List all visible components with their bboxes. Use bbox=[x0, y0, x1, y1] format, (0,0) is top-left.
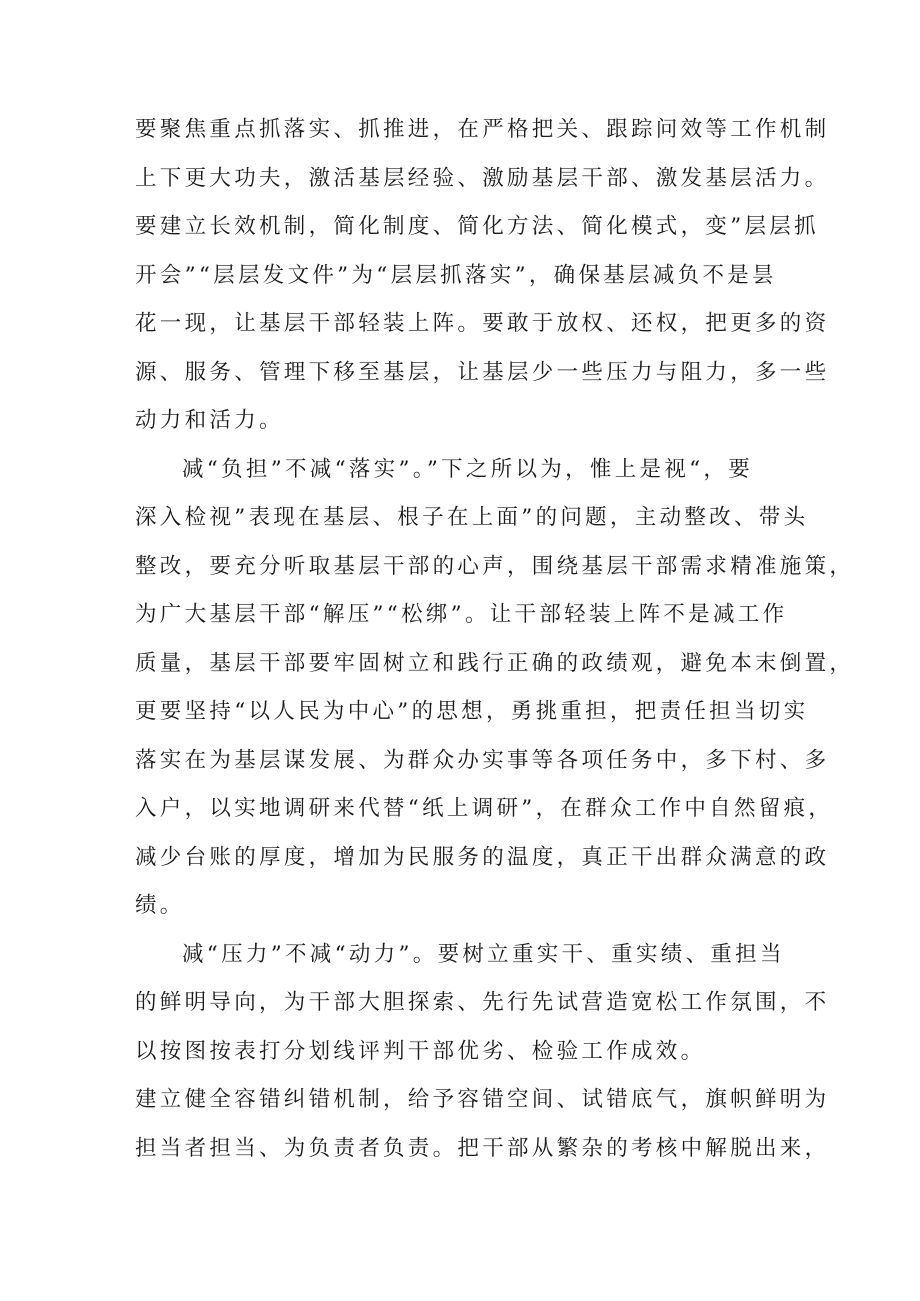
text-line: 的鲜明导向，为干部大胆探索、先行先试营造宽松工作氛围，不 bbox=[135, 990, 830, 1015]
text-line: 为广大基层干部“解压”“松绑”。让干部轻装上阵不是减工作 bbox=[135, 602, 788, 627]
text-line: 深入检视”表现在基层、根子在上面”的问题，主动整改、带头 bbox=[135, 505, 809, 530]
text-line: 要建立长效机制，简化制度、简化方法、简化模式，变”层层抓 bbox=[135, 214, 819, 239]
text-line: 更要坚持“以人民为中心”的思想，勇挑重担，把责任担当切实 bbox=[135, 699, 809, 724]
text-line: 开会”“层层发文件”为“层层抓落实”，确保基层减负不是昙 bbox=[135, 263, 777, 288]
text-line: 要聚焦重点抓落实、抓推进，在严格把关、跟踪问效等工作机制 bbox=[135, 117, 830, 142]
text-line: 减少台账的厚度，增加为民服务的温度，真正干出群众满意的政 bbox=[135, 845, 830, 870]
text-line: 整改，要充分听取基层干部的心声，围绕基层干部需求精准施策， bbox=[135, 554, 855, 579]
text-line: 落实在为基层谋发展、为群众办实事等各项任务中，多下村、多 bbox=[135, 748, 830, 773]
text-line: 入户，以实地调研来代替“纸上调研”，在群众工作中自然留痕， bbox=[135, 796, 834, 821]
text-line: 绩。 bbox=[135, 893, 185, 918]
text-line: 建立健全容错纠错机制，给予容错空间、试错底气，旗帜鲜明为 bbox=[135, 1087, 830, 1112]
text-line: 花一现，让基层干部轻装上阵。要敢于放权、还权，把更多的资 bbox=[135, 311, 830, 336]
paragraph-first-line: 减“负担”不减“落实”。”下之所以为，惟上是视“，要 bbox=[182, 457, 754, 482]
text-line: 担当者担当、为负责者负责。把干部从繁杂的考核中解脱出来， bbox=[135, 1136, 830, 1161]
text-line: 上下更大功夫，激活基层经验、激励基层干部、激发基层活力。 bbox=[135, 166, 830, 191]
text-line: 源、服务、管理下移至基层，让基层少一些压力与阻力，多一些 bbox=[135, 360, 830, 385]
paragraph-first-line: 减“压力”不减“动力”。要树立重实干、重实绩、重担当 bbox=[182, 942, 785, 967]
text-line: 动力和活力。 bbox=[135, 408, 284, 433]
text-line: 以按图按表打分划线评判干部优劣、检验工作成效。 bbox=[135, 1039, 706, 1064]
text-line: 质量，基层干部要牢固树立和践行正确的政绩观，避免本末倒置， bbox=[135, 651, 855, 676]
